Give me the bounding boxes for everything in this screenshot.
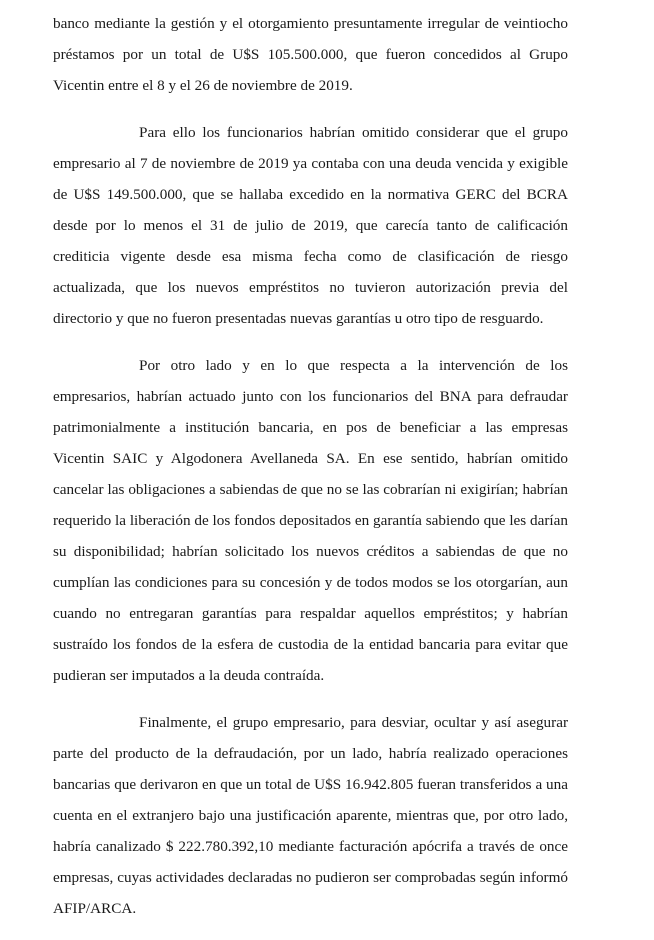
paragraph-officials-omissions: Para ello los funcionarios habrían omitido considerar que el grupo empresario al 7 de noviembre de 2019 ya contaba con una deuda vencida y exigible de U$S 149.500.000, que se hallaba excedido en la normativa GERC del BCRA desde por lo menos el 31 de julio de 2019, que carecía tanto de calificación crediticia vigente desde esa misma fecha como de clasificación de riesgo actualizada, que los nuevos empréstitos no tuvieron autorización previa del directorio y que no fueron presentadas nuevas garantías u otro tipo de resguardo. [53, 124, 568, 327]
paragraph-diversion-of-funds: Finalmente, el grupo empresario, para desviar, ocultar y así asegurar parte del producto de la defraudación, por un lado, habría realizado operaciones bancarias que derivaron en que un total de U$S 16.942.805 fueran transferidos a una cuenta en el extranjero bajo una justificación aparente, mientras que, por otro lado, habría canalizado $ 222.780.392,10 mediante facturación apócrifa a través de once empresas, cuyas actividades declaradas no pudieron ser comprobadas según informó AFIP/ARCA. [53, 714, 568, 917]
document-page [53, 8, 568, 940]
paragraph-businessmen-intervention: Por otro lado y en lo que respecta a la intervención de los empresarios, habrían actuado junto con los funcionarios del BNA para defraudar patrimonialmente a institución bancaria, en pos de beneficiar a las empresas Vicentin SAIC y Algodonera Avellaneda SA. En ese sentido, habrían omitido cancelar las obligaciones a sabiendas de que no se las cobrarían ni exigirían; habrían requerido la liberación de los fondos depositados en garantía sabiendo que les darían su disponibilidad; habrían solicitado los nuevos créditos a sabiendas de que no cumplían las condiciones para su concesión y de todos modos se los otorgarían, aun cuando no entregaran garantías para respaldar aquellos empréstitos; y habrían sustraído los fondos de la esfera de custodia de la entidad bancaria para evitar que pudieran ser imputados a la deuda contraída. [53, 357, 568, 684]
paragraph-loans: banco mediante la gestión y el otorgamiento presuntamente irregular de veintiocho préstamos por un total de U$S 105.500.000, que fueron concedidos al Grupo Vicentin entre el 8 y el 26 de noviembre de 2019. [53, 15, 568, 94]
